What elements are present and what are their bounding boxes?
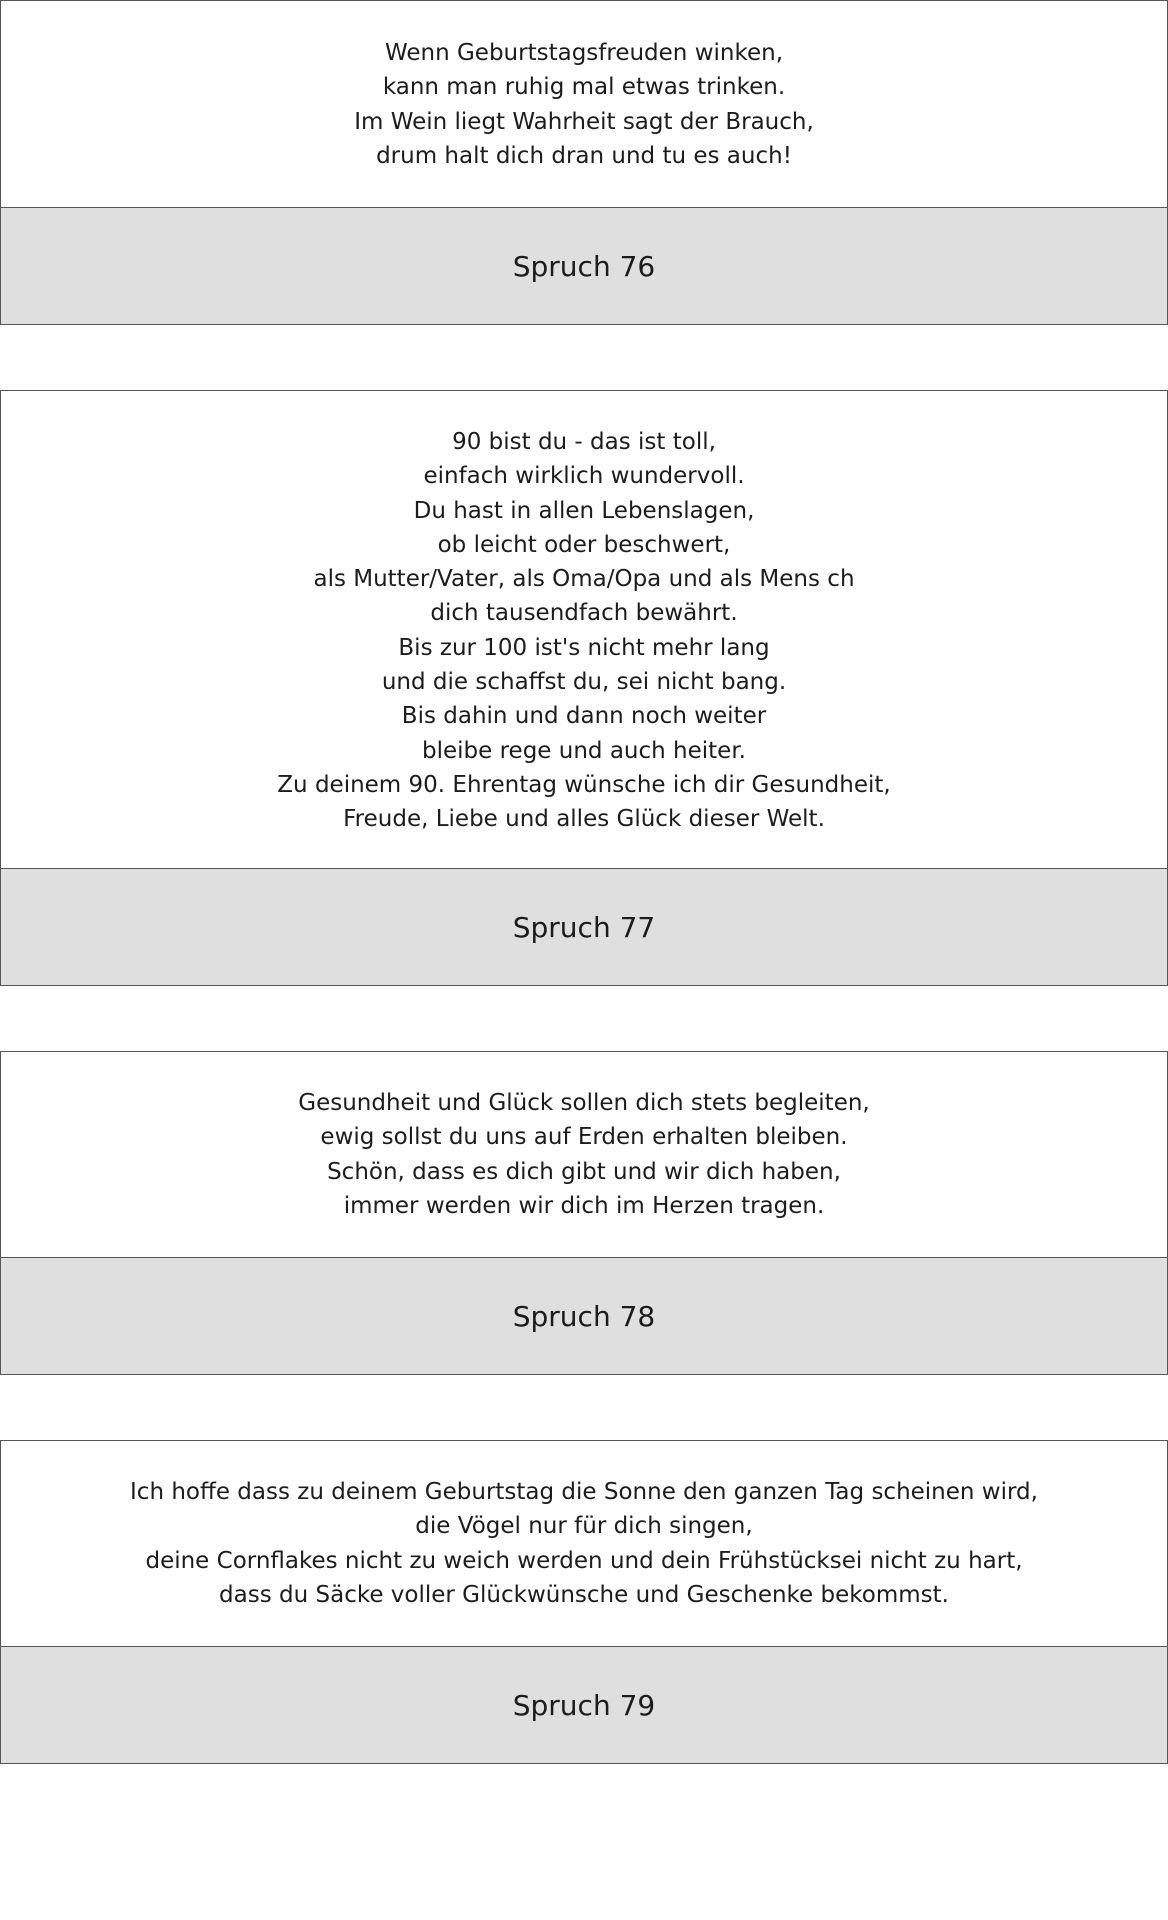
verse-line: die Vögel nur für dich singen,	[415, 1513, 753, 1540]
verse-line: dass du Säcke voller Glückwünsche und Geschenke bekommst.	[219, 1581, 949, 1608]
verse-line: Zu deinem 90. Ehrentag wünsche ich dir Gesundheit,	[277, 771, 891, 798]
verse-line: immer werden wir dich im Herzen tragen.	[343, 1192, 825, 1219]
verse-line: deine Cornflakes nicht zu weich werden und dein Frühstücksei nicht zu hart,	[145, 1547, 1023, 1574]
verse-line: bleibe rege und auch heiter.	[422, 737, 746, 764]
verse-text	[1, 1, 1167, 208]
verse-line: Ich hoffe dass zu deinem Geburtstag die Sonne den ganzen Tag scheinen wird,	[130, 1479, 1038, 1505]
verse-line: dich tausendfach bewährt.	[430, 600, 738, 627]
saying-card-78	[0, 1051, 1168, 1375]
verse-text	[1, 391, 1167, 869]
saying-label: Spruch 76	[1, 208, 1167, 324]
verse-line: als Mutter/Vater, als Oma/Opa und als Mens ch	[313, 566, 855, 593]
verse-line: Im Wein liegt Wahrheit sagt der Brauch,	[354, 108, 814, 135]
verse-line: einfach wirklich wundervoll.	[423, 463, 745, 490]
verse-line: 90 bist du - das ist toll,	[452, 429, 716, 455]
verse-line: ob leicht oder beschwert,	[437, 531, 731, 558]
verse-text	[1, 1441, 1167, 1647]
saying-card-79	[0, 1440, 1168, 1764]
saying-label: Spruch 78	[1, 1258, 1167, 1374]
verse-line: kann man ruhig mal etwas trinken.	[382, 74, 786, 101]
verse-text	[1, 1052, 1167, 1258]
saying-card-76	[0, 0, 1168, 325]
verse-line: Wenn Geburtstagsfreuden winken,	[384, 40, 784, 66]
verse-line: drum halt dich dran und tu es auch!	[376, 142, 792, 169]
verse-line: ewig sollst du uns auf Erden erhalten bleiben.	[320, 1124, 848, 1151]
verse-line: und die schaffst du, sei nicht bang.	[381, 669, 787, 696]
verse-line: Gesundheit und Glück sollen dich stets begleiten,	[298, 1090, 870, 1116]
verse-line: Bis zur 100 ist's nicht mehr lang	[398, 634, 770, 661]
saying-card-77	[0, 390, 1168, 986]
verse-line: Du hast in allen Lebenslagen,	[413, 497, 755, 524]
saying-label: Spruch 77	[1, 869, 1167, 985]
saying-label: Spruch 79	[1, 1647, 1167, 1763]
verse-line: Bis dahin und dann noch weiter	[401, 703, 767, 730]
verse-line: Schön, dass es dich gibt und wir dich haben,	[327, 1158, 841, 1185]
verse-line: Freude, Liebe und alles Glück dieser Welt.	[343, 806, 825, 833]
